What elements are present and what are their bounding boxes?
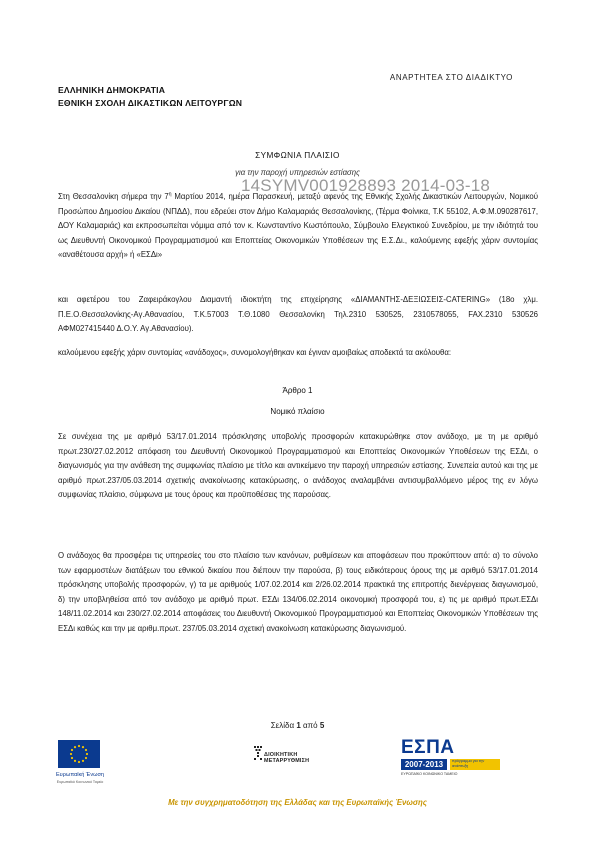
paragraph-legal-2: Ο ανάδοχος θα προσφέρει τις υπηρεσίες του στο πλαίσιο των κανόνων, ρυθμίσεων και αποφάσεων που προκύπτουν από: α) το σύνολο των εφαρμοστέων διατάξεων του εθνικού δικαίου που διέπουν την παρούσα, β) τους ειδικότερους όρους της με αριθμό 53/17.01.2014 πρόσκλησης υποβολής προσφορών, γ) τα με αριθμούς 1/07.02.2014 και 2/26.02.2014 πρακτικά της επιτροπής διενέργειας διαγωνισμού, δ) την υποβληθείσα από τον ανάδοχο με αριθμό πρωτ. ΕΣΔι 134/06.02.2014 οικονομική προσφορά του, ε) τις με αριθμό πρωτ.ΕΣΔι 148/11.02.2014 και 230/27.02.2014 αποφάσεις του Διευθυντή Οικονομικού Προγραμματισμού και Εποπτείας Οικονομικών Υποθέσεων της ΕΣΔι καθώς και την με αριθμ.πρωτ. 237/05.03.2014 σχετική ανακοίνωση κατακύρωσης διαγωνισμού. bbox=[58, 551, 538, 633]
p1-after: Μαρτίου 2014, ημέρα Παρασκευή, μεταξύ αφενός της Εθνικής Σχολής Δικαστικών Λειτουργών, Νομικού Προσώπου Δημοσίου Δικαίου (ΝΠΔΔ), που εδρεύει στον Δήμο Καλαμαριάς Θεσσαλονίκης, (Τέρμα Φοίνικα, Τ.Κ 55102, Α.Φ.Μ.090287617, ΔΟΥ Καλαμαριάς) και εκπροσωπείται νόμιμα από τον κ. Κωνσταντίνο Κωστόπουλο, Σύμβουλο Ελεγκτικού Συνεδρίου, με την ιδιότητά του ως Διευθυντή Οικονομικού Προγραμματισμού και Εποπτείας Οικονομικών Υποθέσεων της Ε.Σ.Δι., καλούμενης εφεξής χάριν συντομίας «αναθέτουσα αρχή» ή «ΕΣΔι» bbox=[58, 192, 538, 260]
publish-note: ΑΝΑΡΤΗΤΕΑ ΣΤΟ ΔΙΑΔΙΚΤΥΟ bbox=[389, 73, 513, 82]
paragraph-agreement: καλούμενου εφεξής χάριν συντομίας «ανάδοχος», συνομολογήθηκαν και έγιναν αμοιβαίως αποδεκτά τα ακόλουθα: bbox=[58, 348, 451, 357]
espa-years: 2007-2013 bbox=[401, 759, 447, 770]
paragraph-parties-2: και αφετέρου του Ζαφειράκογλου Διαμαντή ιδιοκτήτη της επιχείρησης «ΔΙΑΜΑΝΤΗΣ-ΔΕΞΙΩΣΕΙΣ-CATERING» (18ο χλμ. Π.Ε.Ο.Θεσσαλονίκης-Αγ.Αθανασίου, Τ.Κ.57003 Τ.Θ.1080 Θεσσαλονίκη Τηλ.2310 530525, 2310578055, FAX.2310 530526 ΑΦΜ027415440 Δ.Ο.Υ. Αγ.Αθανασίου). bbox=[58, 295, 538, 334]
article-number: Άρθρο 1 bbox=[282, 386, 313, 395]
eu-flag-icon bbox=[58, 740, 100, 768]
espa-caption: ΕΥΡΩΠΑΪΚΟ ΚΟΙΝΩΝΙΚΟ ΤΑΜΕΙΟ bbox=[401, 772, 458, 776]
page-current: 1 bbox=[296, 721, 301, 730]
espa-title: ΕΣΠΑ bbox=[401, 737, 455, 758]
ada-watermark: 14SYMV001928893 2014-03-18 bbox=[241, 176, 491, 195]
p1-superscript: η bbox=[168, 191, 172, 198]
page-label-pre: Σελίδα bbox=[270, 721, 297, 730]
paragraph-parties-1 bbox=[58, 190, 538, 263]
eu-subcaption: Ευρωπαϊκό Κοινωνικό Ταμείο bbox=[56, 779, 104, 784]
espa-logo bbox=[401, 737, 501, 783]
org-line-2: ΕΘΝΙΚΗ ΣΧΟΛΗ ΔΙΚΑΣΤΙΚΩΝ ΛΕΙΤΟΥΡΓΩΝ bbox=[58, 98, 243, 108]
document-subtitle: για την παροχή υπηρεσιών εστίασης bbox=[235, 168, 360, 177]
article-title: Νομικό πλαίσιο bbox=[270, 407, 325, 416]
page-total: 5 bbox=[319, 721, 325, 730]
p1-before: Στη Θεσσαλονίκη σήμερα την 7 bbox=[58, 192, 169, 201]
eu-caption bbox=[50, 772, 110, 785]
paragraph-legal-1: Σε συνέχεια της με αριθμό 53/17.01.2014 πρόσκλησης υποβολής προσφορών κατακυρώθηκε στον ανάδοχο, με τη με αριθμό πρωτ.230/27.02.2012 απόφαση του Διευθυντή Οικονομικού Προγραμματισμού και Εποπτείας Οικονομικών Υποθέσεων της ΕΣΔι, ο διαγωνισμός για την ανάθεση της συμφωνίας πλαίσιο με τίτλο και αντικείμενο την παροχή υπηρεσιών εστίασης. Συνεπεία αυτού και της με αριθμό πρωτ.237/05.03.2014 σχετικής ανακοίνωσης κατακύρωσης, ο ανάδοχος αναλαμβάνει αντισυμβαλλόμενο μέρος της εν λόγω συμφωνίας πλαίσιο, σύμφωνα με τους όρους και προϋποθέσεις της παρούσας. bbox=[58, 432, 538, 500]
org-line-1: ΕΛΛΗΝΙΚΗ ΔΗΜΟΚΡΑΤΙΑ bbox=[58, 85, 166, 95]
funding-note: Με την συγχρηματοδότηση της Ελλάδας και της Ευρωπαϊκής Ένωσης bbox=[168, 798, 427, 807]
document-title: ΣΥΜΦΩΝΙΑ ΠΛΑΙΣΙΟ bbox=[255, 151, 340, 160]
page-number bbox=[0, 721, 595, 730]
page-label-mid: από bbox=[300, 721, 320, 730]
eu-caption-text: Ευρωπαϊκή Ένωση bbox=[55, 772, 105, 778]
admin-line-2: ΜΕΤΑΡΡΥΘΜΙΣΗ bbox=[264, 758, 310, 764]
administrative-reform-text bbox=[264, 752, 309, 764]
espa-note: πρόγραμμα για την ανάπτυξη bbox=[450, 759, 500, 770]
admin-line-1: ΔΙΟΙΚΗΤΙΚΗ bbox=[264, 752, 298, 758]
organization-header bbox=[58, 84, 242, 110]
